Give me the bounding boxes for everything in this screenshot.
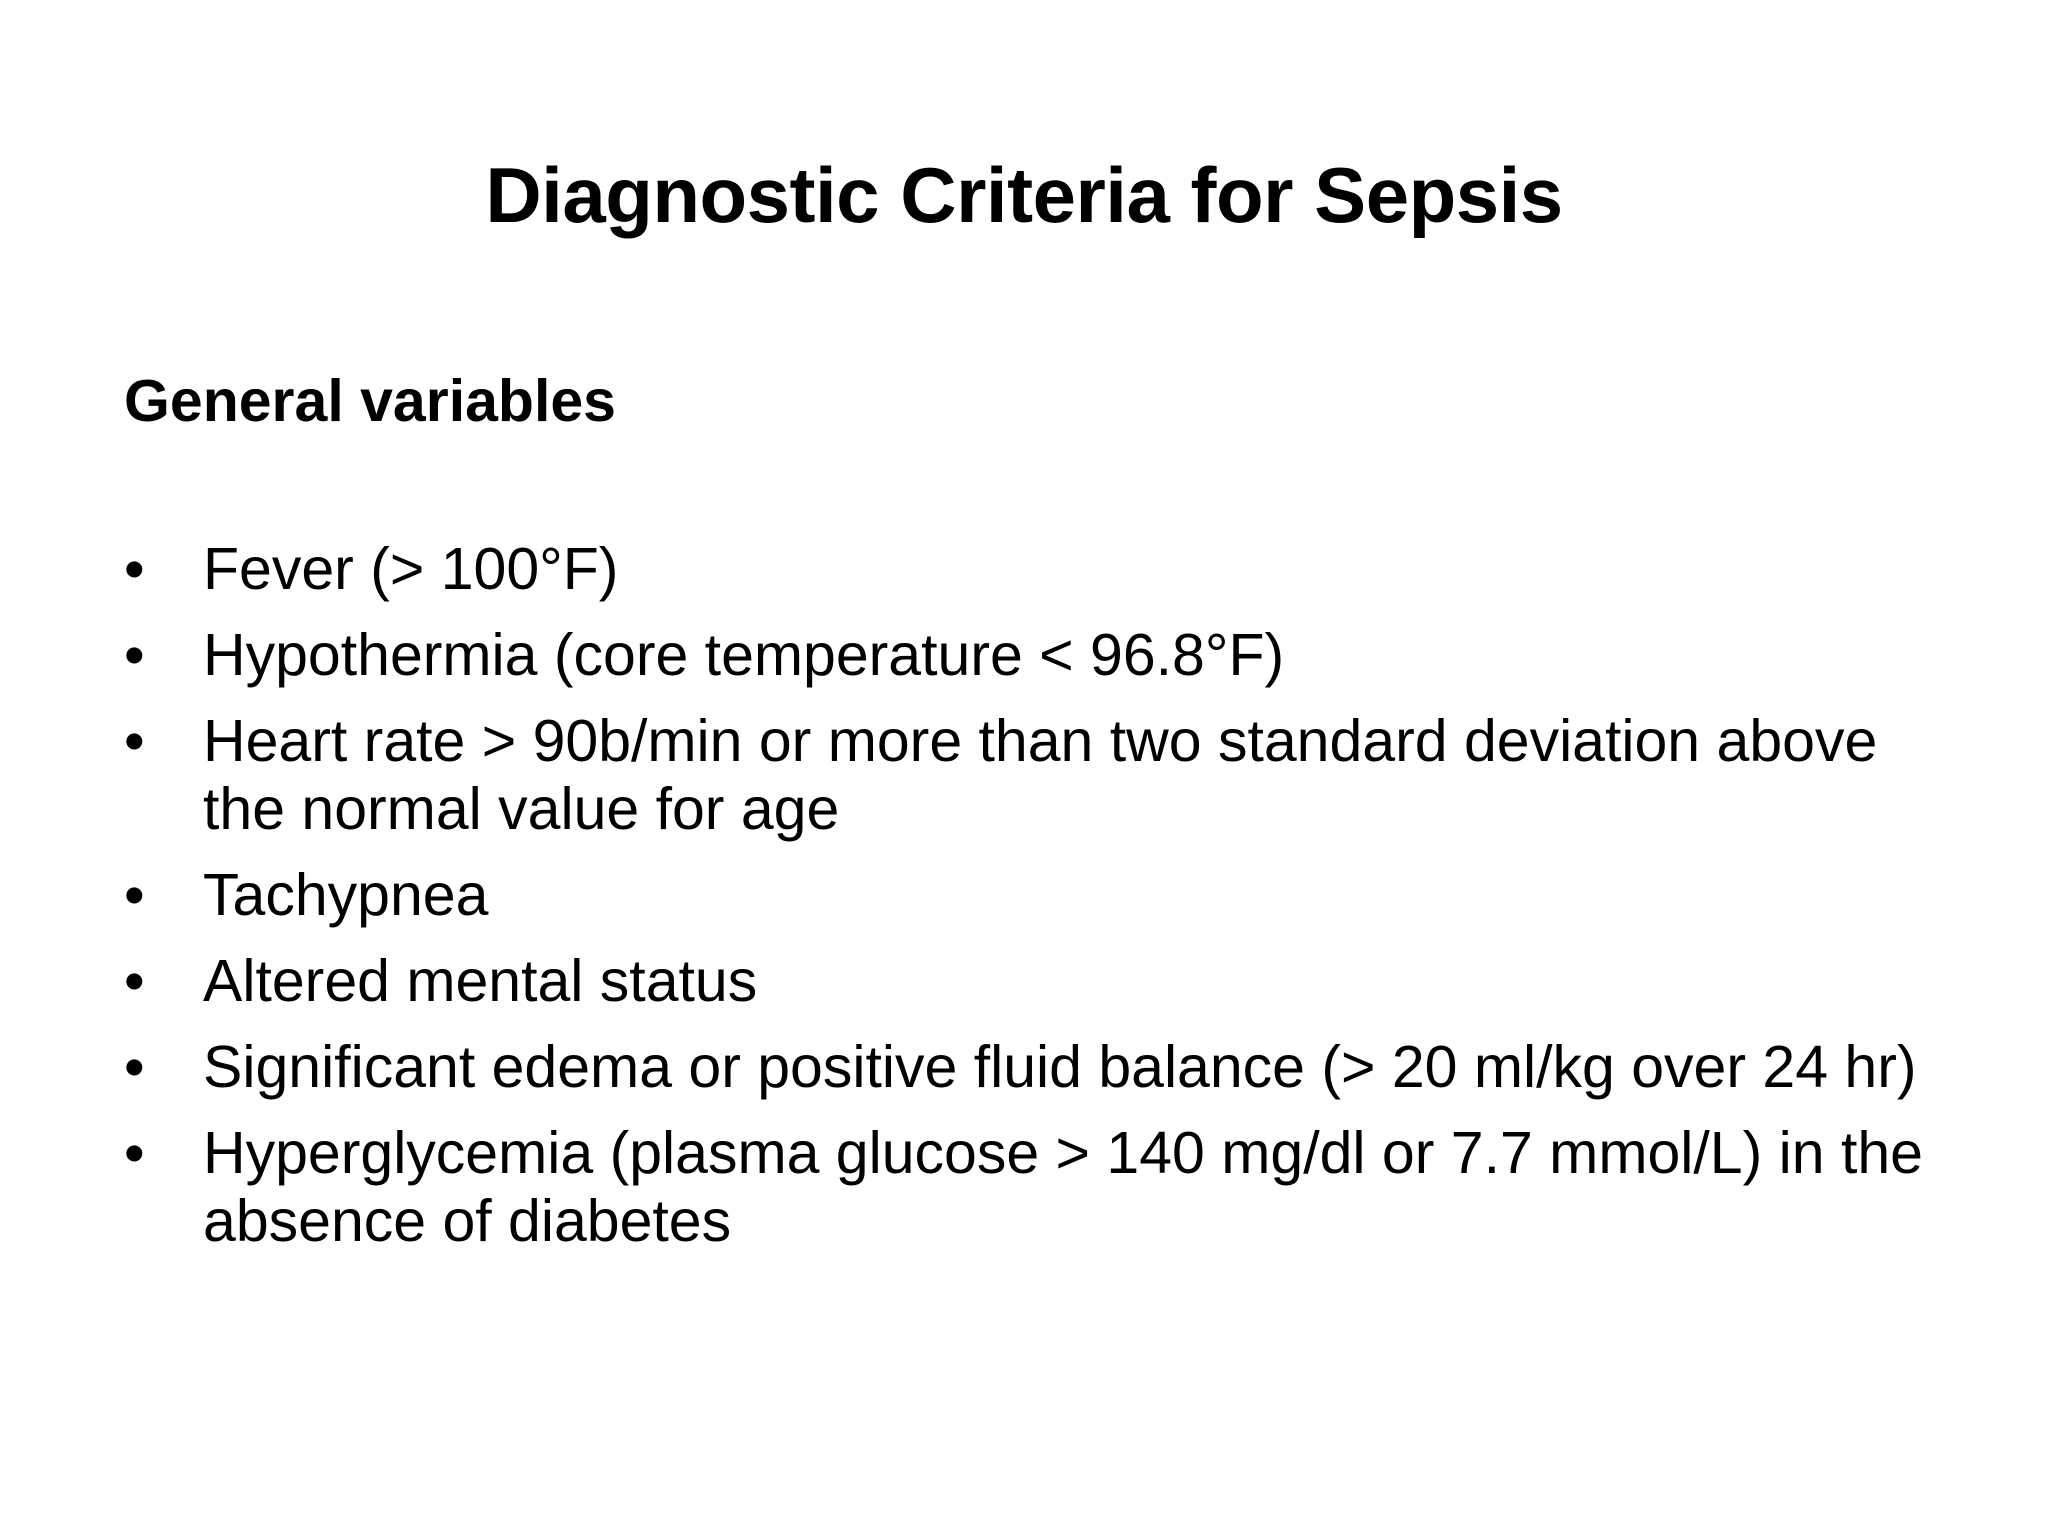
list-item [124, 1033, 1964, 1101]
list-item-text: Significant edema or positive fluid balance (> 20 ml/kg over 24 hr) [203, 1034, 1917, 1100]
list-item [124, 861, 1964, 929]
bullet-icon: • [124, 708, 145, 774]
list-item [124, 947, 1964, 1015]
list-item [124, 621, 1964, 689]
list-item-text: Heart rate > 90b/min or more than two standard deviation above the normal value for age [203, 708, 1878, 842]
list-item-text: Altered mental status [203, 948, 758, 1014]
list-item [124, 535, 1964, 603]
bullet-icon: • [124, 1120, 145, 1186]
bullet-icon: • [124, 948, 145, 1014]
list-item-text: Fever (> 100°F) [203, 536, 619, 602]
list-item-text: Tachypnea [203, 862, 489, 928]
list-item-text: Hypothermia (core temperature < 96.8°F) [203, 622, 1285, 688]
bullet-icon: • [124, 536, 145, 602]
bullet-list [124, 535, 1964, 1273]
bullet-icon: • [124, 862, 145, 928]
list-item [124, 1119, 1964, 1255]
bullet-icon: • [124, 622, 145, 688]
bullet-icon: • [124, 1034, 145, 1100]
slide-title: Diagnostic Criteria for Sepsis [485, 151, 1563, 239]
list-item [124, 707, 1964, 843]
section-heading: General variables [124, 368, 616, 434]
list-item-text: Hyperglycemia (plasma glucose > 140 mg/dl or 7.7 mmol/L) in the absence of diabetes [203, 1120, 1923, 1254]
